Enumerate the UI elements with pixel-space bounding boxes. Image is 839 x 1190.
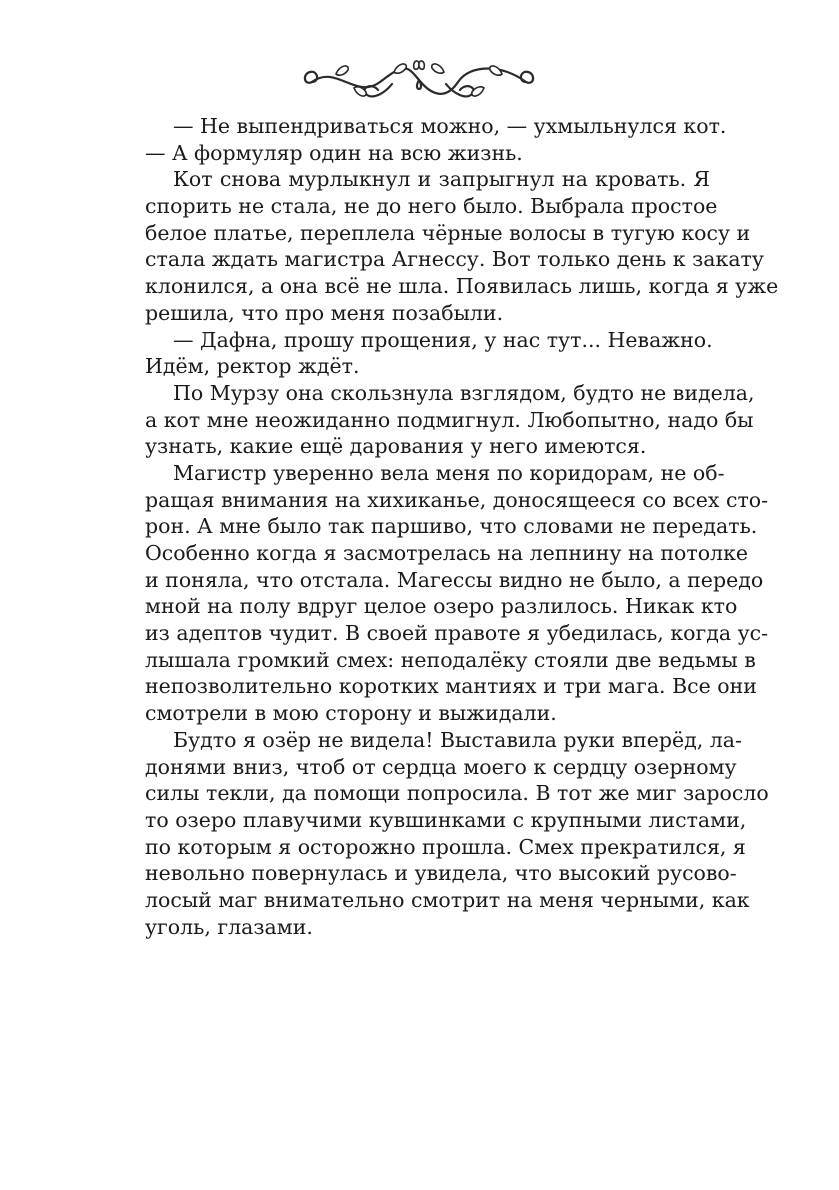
text-line: решила, что про меня позабыли. — [145, 300, 504, 325]
text-line: Идём, ректор ждёт. — [145, 354, 360, 379]
text-line: донями вниз, чтоб от сердца моего к сердцу озерному — [145, 754, 737, 779]
text-line: мной на полу вдруг целое озеро разлилось. Никак кто — [145, 594, 738, 619]
text-line: — А формуляр один на всю жизнь. — [145, 140, 523, 165]
text-line: лышала громкий смех: неподалёку стояли две ведьмы в — [145, 647, 756, 672]
text-line: узнать, какие ещё дарования у него имеются. — [145, 434, 647, 459]
text-line: невольно повернулась и увидела, что высокий русово- — [145, 861, 737, 886]
text-line: смотрели в мою сторону и выжидали. — [145, 701, 557, 726]
text-line: — Дафна, прошу прощения, у нас тут... Неважно. — [173, 327, 713, 352]
text-line: лосый маг внимательно смотрит на меня черными, как — [145, 887, 750, 912]
text-line: клонился, а она всё не шла. Появилась лишь, когда я уже — [145, 274, 779, 299]
text-line: По Мурзу она скользнула взглядом, будто не видела, — [173, 380, 755, 405]
text-line: по которым я осторожно прошла. Смех прекратился, я — [145, 834, 746, 859]
text-line: а кот мне неожиданно подмигнул. Любопытно, надо бы — [145, 407, 754, 432]
floral-vine-ornament-icon — [296, 60, 542, 108]
text-line: белое платье, переплела чёрные волосы в тугую косу и — [145, 220, 751, 245]
text-line: из адептов чудит. В своей правоте я убедилась, когда ус- — [145, 621, 769, 646]
text-line: — Не выпендриваться можно, — ухмыльнулся кот. — [173, 114, 727, 138]
text-line: Будто я озёр не видела! Выставила руки вперёд, ла- — [173, 727, 742, 752]
text-line: Кот снова мурлыкнул и запрыгнул на кровать. Я — [173, 167, 710, 192]
text-line: стала ждать магистра Агнессу. Вот только день к закату — [145, 247, 764, 272]
text-line: ращая внимания на хихиканье, доносящееся со всех сто- — [145, 487, 769, 512]
text-line: спорить не стала, не до него было. Выбрала простое — [145, 194, 718, 219]
text-line: и поняла, что отстала. Магессы видно не было, а передо — [145, 567, 764, 592]
text-line: непозволительно коротких мантиях и три мага. Все они — [145, 674, 757, 699]
text-line: то озеро плавучими кувшинками с крупными листами, — [145, 807, 747, 832]
text-line: силы текли, да помощи попросила. В тот же миг заросло — [145, 781, 769, 806]
text-line: уголь, глазами. — [145, 914, 313, 939]
text-line: Магистр уверенно вела меня по коридорам, не об- — [173, 460, 725, 485]
body-text — [145, 113, 779, 940]
text-line: Особенно когда я засмотрелась на лепнину на потолке — [145, 541, 749, 565]
text-line: рон. А мне было так паршиво, что словами не передать. — [145, 514, 758, 539]
